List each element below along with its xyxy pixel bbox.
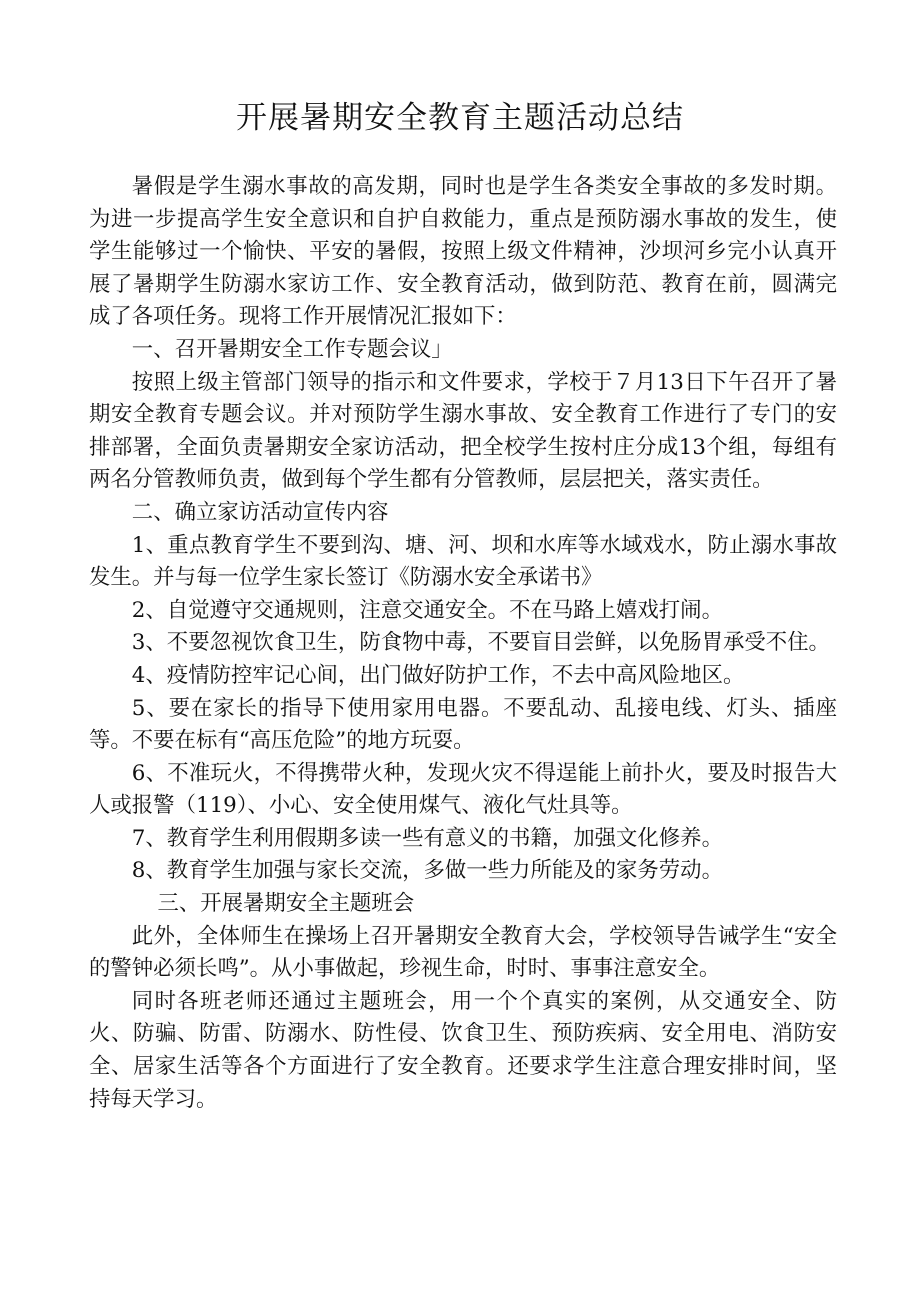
section-heading-2: 二、确立家访活动宣传内容 <box>131 499 389 525</box>
section-1-paragraph: 按照上级主管部门领导的指示和文件要求，学校于７月13日下午召开了暑期安全教育专题会议。并对预防学生溺水事故、安全教育工作进行了专门的安排部署，全面负责暑期安全家访活动，把全校学生按村庄分成13个组，每组有两名分管教师负责，做到每个学生都有分管教师，层层把关，落实责任。 <box>89 369 837 493</box>
list-item-1: 1、重点教育学生不要到沟、塘、河、坝和水库等水域戏水，防止溺水事故发生。并与每一位学生家长签订《防溺水安全承诺书》 <box>89 532 837 591</box>
section-heading-1: 一、召开暑期安全工作专题会议」 <box>131 336 453 362</box>
section-heading-3: 三、开展暑期安全主题班会 <box>157 891 415 917</box>
section-3-paragraph-2: 同时各班老师还通过主题班会，用一个个真实的案例，从交通安全、防火、防骗、防雷、防溺水、防性侵、饮食卫生、预防疾病、安全用电、消防安全、居家生活等各个方面进行了安全教育。还要求学生注意合理安排时间，坚持每天学习。 <box>89 988 837 1112</box>
list-item-2: 2、自觉遵守交通规则，注意交通安全。不在马路上嬉戏打闹。 <box>131 597 723 623</box>
list-item-4: 4、疫情防控牢记心间，出门做好防护工作，不去中高风险地区。 <box>131 662 745 688</box>
intro-paragraph: 暑假是学生溺水事故的高发期，同时也是学生各类安全事故的多发时期。为进一步提高学生安全意识和自护自救能力，重点是预防溺水事故的发生，使学生能够过一个愉快、平安的暑假，按照上级文件精神，沙坝河乡完小认真开展了暑期学生防溺水家访工作、安全教育活动，做到防范、教育在前，圆满完成了各项任务。现将工作开展情况汇报如下： <box>89 174 837 330</box>
section-3-paragraph-1: 此外，全体师生在操场上召开暑期安全教育大会，学校领导告诫学生“安全的警钟必须长鸣”。从小事做起，珍视生命，时时、事事注意安全。 <box>89 923 837 982</box>
list-item-3: 3、不要忽视饮食卫生，防食物中毒，不要盲目尝鲜，以免肠胃承受不住。 <box>131 630 830 656</box>
list-item-7: 7、教育学生利用假期多读一些有意义的书籍，加强文化修养。 <box>131 825 723 851</box>
list-item-5: 5、要在家长的指导下使用家用电器。不要乱动、乱接电线、灯头、插座等。不要在标有“高压危险”的地方玩耍。 <box>89 695 837 754</box>
document-title: 开展暑期安全教育主题活动总结 <box>236 100 684 136</box>
list-item-8: 8、教育学生加强与家长交流，多做一些力所能及的家务劳动。 <box>131 858 723 884</box>
document-body <box>89 171 837 1116</box>
list-item-6: 6、不准玩火，不得携带火种，发现火灾不得逞能上前扑火，要及时报告大人或报警（119）、小心、安全使用煤气、液化气灶具等。 <box>89 760 837 819</box>
